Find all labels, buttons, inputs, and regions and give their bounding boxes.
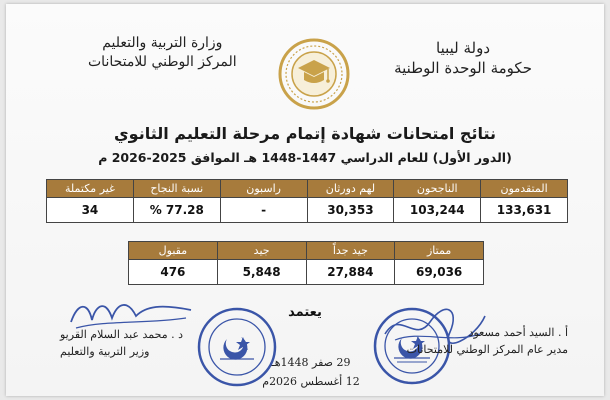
approval-label: يعتمد [288, 305, 322, 320]
page-title: نتائج امتحانات شهادة إتمام مرحلة التعليم الثانوي [114, 124, 496, 143]
date-hijri: 29 صفر 1448هـ [271, 356, 351, 369]
grades-table [128, 241, 484, 285]
value-pass-rate: 77.28 % [133, 198, 220, 223]
minister-name: د . محمد عبد السلام القريو [60, 328, 184, 341]
state-name: دولة ليبيا [436, 39, 491, 57]
header-acceptable: مقبول [129, 242, 218, 260]
value-applicants: 133,631 [481, 198, 568, 223]
results-summary-table [46, 179, 568, 223]
minister-position: وزير التربية والتعليم [60, 345, 150, 358]
exam-center-name: المركز الوطني للامتحانات [88, 54, 237, 70]
header-incomplete: غير مكتملة [47, 180, 134, 198]
director-signature-block [407, 324, 568, 358]
director-position: مدير عام المركز الوطني للامتحانات [406, 343, 568, 356]
ministry-name: وزارة التربية والتعليم [102, 35, 223, 51]
header-very-good: جيد جداً [306, 242, 395, 260]
value-incomplete: 34 [47, 198, 134, 223]
value-failed: - [220, 198, 307, 223]
date-gregorian: 12 أغسطس 2026م [262, 375, 360, 388]
value-excellent: 69,036 [395, 260, 484, 285]
header-second-round: لهم دورثان [307, 180, 394, 198]
header-excellent: ممتاز [395, 242, 484, 260]
exam-center-logo-icon [278, 38, 350, 110]
header-passed: الناجحون [394, 180, 481, 198]
value-good: 5,848 [217, 260, 306, 285]
table-header-row [47, 180, 568, 198]
table-row [47, 198, 568, 223]
table-row [129, 260, 484, 285]
value-very-good: 27,884 [306, 260, 395, 285]
state-header [394, 38, 532, 78]
value-acceptable: 476 [129, 260, 218, 285]
header-good: جيد [217, 242, 306, 260]
ministry-stamp-icon [196, 306, 278, 388]
header-applicants: المتقدمون [481, 180, 568, 198]
director-name: أ . السيد أحمد مسعود [468, 326, 568, 339]
ministry-header [88, 34, 237, 72]
value-second-round: 30,353 [307, 198, 394, 223]
header-failed: راسبون [220, 180, 307, 198]
table-header-row [129, 242, 484, 260]
page-subtitle: (الدور الأول) للعام الدراسي 1447-1448 هـ الموافق 2025-2026 م [98, 150, 512, 165]
minister-signature-block [60, 326, 183, 360]
government-name: حكومة الوحدة الوطنية [394, 59, 532, 77]
document-page [6, 4, 604, 396]
value-passed: 103,244 [394, 198, 481, 223]
header-pass-rate: نسبة النجاح [133, 180, 220, 198]
